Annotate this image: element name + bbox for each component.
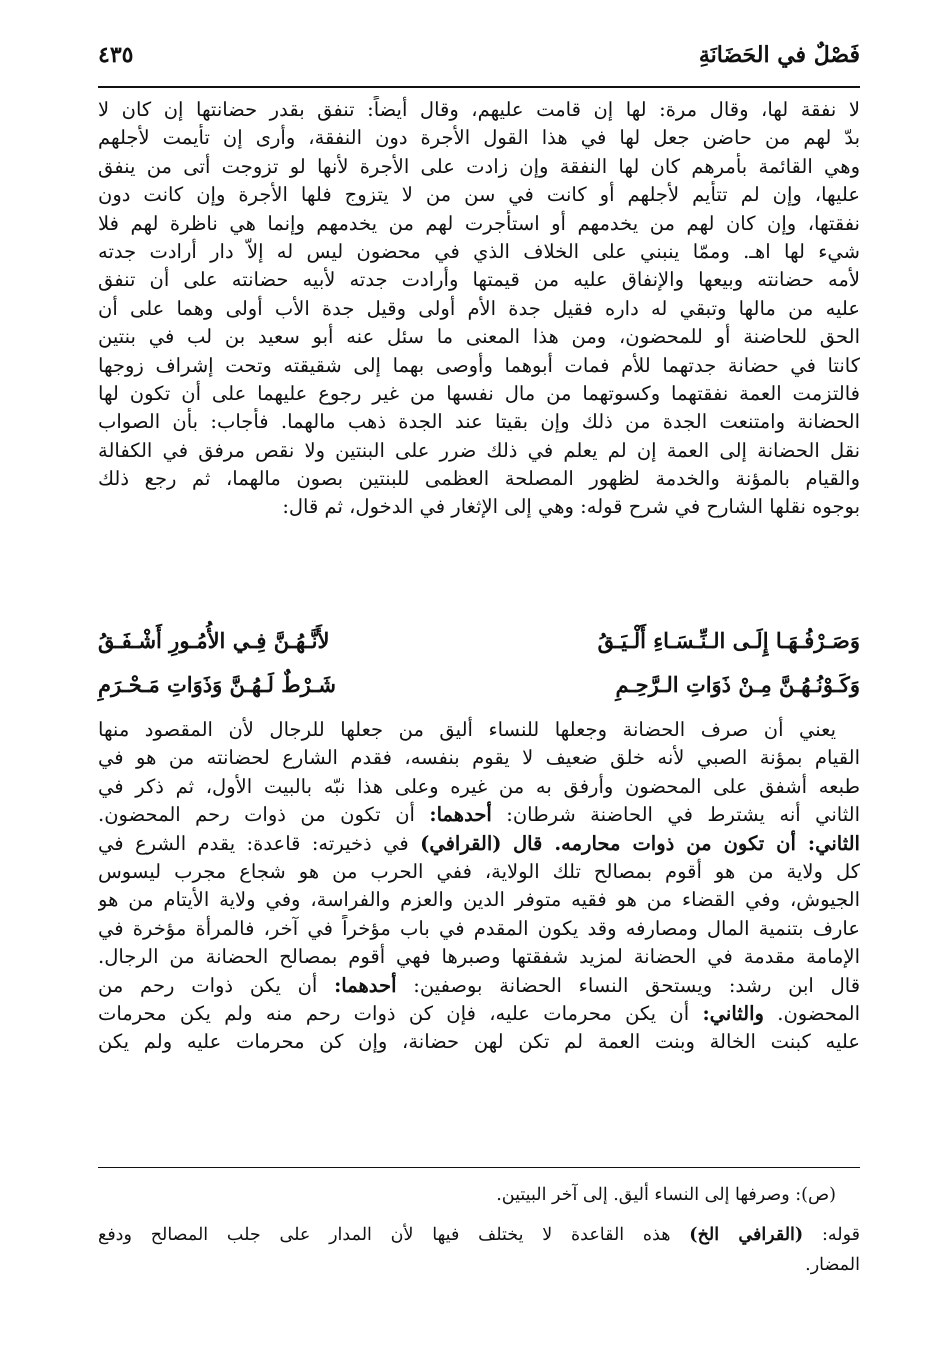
footnotes	[98, 1180, 860, 1280]
text-line: عارف بتنمية المال ومصارفه وقد يكون المقدم في باب مؤخراً في آخر، فالمرأة مؤخرة في	[98, 916, 860, 940]
commentary-text-block	[98, 716, 860, 1057]
text-fragment: هذه القاعدة لا يختلف فيها لأن المدار على جلب المصالح ودفع	[98, 1225, 671, 1245]
page-number: ٤٣٥	[98, 42, 134, 68]
text-line: نقل الحضانة إلى العمة إن لم يعلم في ذلك ضرر على البنتين ولا نقص مرفق في الكفالة	[98, 438, 860, 462]
footnote-divider	[98, 1167, 860, 1168]
verse-hemistich: وَصَـرْفُـهَـا إِلَـى الـنِّـسَـاءِ أَلْـيَـقُ	[597, 628, 860, 653]
footnote-line: المضار.	[805, 1255, 860, 1275]
text-line: بدّ لهم من حاضن جعل لها في هذا القول الأجرة دون النفقة، وأرى إن تأيمت لأجلهم	[98, 126, 860, 150]
text-line: عليها، وإن لم تتأيم لأجلهم أو كانت في سن من لا يتزوج فلها الأجرة وإن كانت دون	[98, 183, 860, 207]
text-line: بوجوه نقلها الشارح في شرح قوله: وهي إلى الإثغار في الدخول، ثم قال:	[282, 495, 860, 519]
footnote-line	[98, 1220, 860, 1250]
text-line: كانتا في حضانة جدتهما للأم فمات أبوهما وأوصى بهما إلى شقيقته وتحت إشراف زوجها	[98, 353, 860, 377]
page-header	[98, 40, 860, 80]
text-line	[98, 972, 860, 1000]
text-fragment: قال ابن رشد: ويستحق النساء الحضانة بوصفين:	[413, 973, 860, 997]
verse-hemistich: وَكَـوْنُـهُـنَّ مِـنْ ذَوَاتِ الـرَّحِـمِ	[615, 672, 860, 697]
bold-term: أحدهما:	[334, 973, 397, 997]
text-line: عليه كبنت الخالة وبنت العمة لم تكن لهن حضانة، وإن كن محرمات عليه ولم يكن	[98, 1030, 860, 1054]
footnote-line: (ص): وصرفها إلى النساء أليق. إلى آخر البيتين.	[496, 1185, 836, 1205]
text-line: الإمامة مقدمة في الحضانة لمزيد شفقتها وصبرها فهي أقوم بمصالح الحضانة من الرجال.	[98, 945, 860, 969]
verse-line-1	[98, 628, 860, 658]
text-fragment: أن يكن محرمات عليه، فإن كن ذوات رحم منه ولم يكن محرمات	[98, 1001, 690, 1025]
text-line: وهي القائمة بأمرهم كان لها النفقة وإن زادت على الأجرة لأنها لو تزوجت أتى من ينفق	[98, 154, 860, 178]
text-line	[98, 830, 860, 858]
text-line: القيام بمؤنة الصبي لأنه خلق ضعيف لا يقوم بنفسه، فقدم الشارع لحضانته من هو في	[98, 746, 860, 770]
text-fragment: قوله:	[821, 1225, 860, 1245]
bold-term: (القرافي)	[420, 831, 502, 855]
text-line: شيء لها اهـ. وممّا ينبني على الخلاف الذي في محضون ليس له إلاّ دار أرادت جدته	[98, 239, 860, 263]
text-line: لأمه حضانته وبيعها والإنفاق عليه من قيمتها وأرادت جدته لأبيه حضانته على أن تنفق	[98, 268, 860, 292]
text-line: الحق للحاضنة أو للمحضون، ومن هذا المعنى ما سئل عنه أبو سعيد بن لب في بنتين	[98, 325, 860, 349]
text-line: فالتزمت العمة نفقتهما وكسوتهما من مال نفسها من غير رجوع عليهما على أن تكون لها	[98, 381, 860, 405]
bold-term: الثاني: أن تكون من ذوات محارمه. قال	[512, 831, 860, 855]
verse-hemistich: شَـرْطٌ لَـهُـنَّ وَذَوَاتِ مَـحْـرَمِ	[98, 672, 336, 697]
header-divider	[98, 86, 860, 88]
text-fragment: أن تكون من ذوات رحم المحضون.	[98, 803, 415, 827]
main-text-block	[98, 96, 860, 522]
bold-term: والثاني:	[702, 1001, 764, 1025]
bold-term: (القرافي الخ)	[689, 1225, 804, 1245]
text-line: والقيام بالمؤنة والخدمة لظهور المصلحة العظمى للبنتين بصون مالهما، ثم رجع ذلك	[98, 467, 860, 491]
bold-term: أحدهما:	[429, 803, 492, 827]
text-line: طبعه أشفق على المحضون وأرفق به من غيره وعلى هذا نبّه بالبيت الأول، ثم ذكر في	[98, 774, 860, 798]
text-line	[98, 1000, 860, 1028]
text-line: الحضانة وامتنعت الجدة من ذلك وإن بقيتا عند الجدة ذهب مالهما. فأجاب: بأن الصواب	[98, 410, 860, 434]
chapter-title: فَصْلٌ في الحَضَانَةِ	[698, 42, 860, 68]
text-line	[98, 801, 860, 829]
text-fragment: أن يكن ذوات رحم من	[98, 973, 318, 997]
text-line: كل ولاية من هو أقوم بمصالح تلك الولاية، ففي الحرب من هو شجاع مجرب ليسوس	[98, 859, 860, 883]
text-line: يعني أن صرف الحضانة وجعلها للنساء أليق من جعلها للرجال لأن المقصود منها	[98, 718, 836, 741]
verse-line-2	[98, 672, 860, 702]
text-fragment: الثاني أنه يشترط في الحاضنة شرطان:	[506, 803, 860, 827]
text-fragment: في ذخيرته: قاعدة: يقدم الشرع في	[98, 831, 409, 855]
text-line: نفقتها، وإن كان لهم من يخدمهم أو استأجرت لهم من يخدمهم وإنما هي ناظرة لهم فلا	[98, 211, 860, 235]
text-line: الجيوش، وفي القضاء من هو فقيه متوفر الدين والعزم والفراسة، وفي ولاية الأيتام من هو	[98, 888, 860, 912]
verse-hemistich: لأَنَّـهُـنَّ فِـي الأُمُـورِ أَشْـفَـقُ	[98, 628, 330, 653]
text-line: لا نفقة لها، وقال مرة: لها إن قامت عليهم، وقال أيضاً: تنفق بقدر حضانتها إن كان لا	[98, 98, 860, 121]
text-fragment: المحضون.	[777, 1001, 860, 1025]
text-line: عليه من مالها وتبقي له داره فقيل جدة الأم أولى وقيل جدة الأب أولى وهما على أن	[98, 296, 860, 320]
